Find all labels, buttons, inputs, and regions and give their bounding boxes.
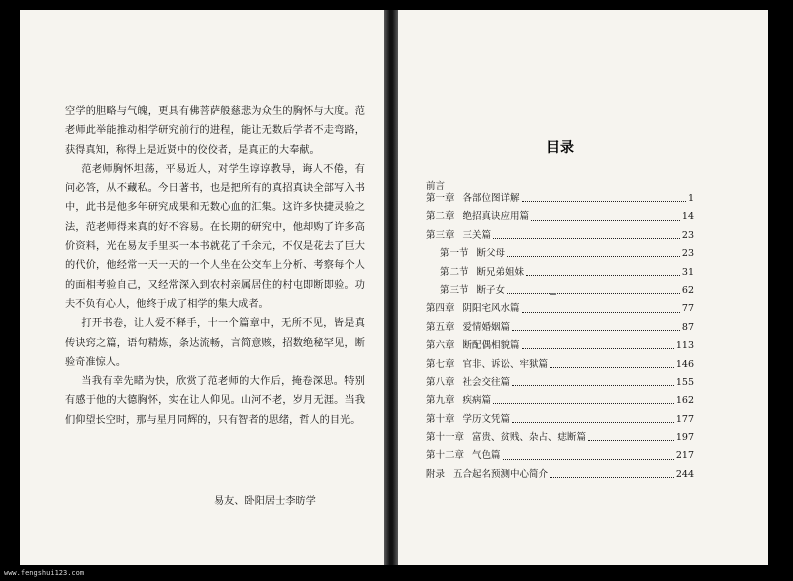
toc-entry[interactable]: [426, 227, 694, 245]
toc-entry-number: 第一节: [440, 248, 469, 260]
toc-entry-number: 第四章: [426, 303, 455, 315]
toc-entry-page: 244: [675, 468, 694, 480]
toc-leader-dots: [512, 329, 680, 331]
toc-entry-number: 第三节: [440, 284, 469, 296]
book-spine: [384, 10, 398, 565]
toc-entry-page: 87: [681, 321, 694, 333]
toc-entry-number: 第三章: [426, 229, 455, 241]
toc-entry-label: 爱情婚姻篇: [462, 321, 511, 333]
toc-entry-label: 各部位图详解: [462, 193, 520, 204]
toc-entry-page: 162: [675, 395, 694, 407]
toc-leader-dots: [512, 384, 674, 386]
toc-entry-label: 绝招真诀应用篇: [462, 211, 530, 223]
toc-entry-label: 五合起名预测中心简介: [453, 468, 549, 480]
toc-leader-dots: [550, 366, 674, 368]
right-page: [398, 10, 768, 565]
toc-entry-label: 断父母: [476, 248, 506, 260]
toc-leader-dots: [588, 439, 674, 441]
toc-entry-label: 断子女: [476, 284, 506, 296]
toc-entry-number: 第八章: [426, 376, 455, 388]
toc-leader-dots: [550, 476, 674, 478]
toc-leader-dots: [493, 402, 674, 404]
paragraph: 当我有幸先睹为快，欣赏了范老师的大作后，掩卷深思。特别有感于他的大德胸怀，实在让人仰见。山河不老，岁月无涯。当我们仰望长空时，那与星月同辉的，只有智者的思绪，哲人的目光。: [65, 376, 365, 426]
toc-entry-number: 第十章: [426, 413, 455, 425]
toc-entry-number: 第二节: [440, 266, 469, 278]
toc-entry-number: 第五章: [426, 321, 455, 333]
toc-entry-page: 31: [681, 266, 694, 278]
toc-entry-label: 疾病篇: [462, 395, 492, 407]
toc-leader-dots: [531, 219, 680, 221]
toc-entry[interactable]: [426, 300, 694, 318]
toc-entry-page: 1: [687, 193, 694, 204]
paragraph: 打开书卷，让人爱不释手，十一个篇章中，无所不见，皆是真传诀窍之篇，语句精炼，条达流畅，言简意赅，招数绝秘罕见，断验奇准惊人。: [65, 318, 365, 368]
toc-entry-label: 学历文凭篇: [462, 413, 511, 425]
toc-entry-page: 77: [681, 303, 694, 315]
source-watermark: www.fengshui123.com: [4, 569, 85, 577]
toc-entry-number: 第七章: [426, 358, 455, 370]
toc-leader-dots: [522, 200, 686, 202]
toc-entry[interactable]: [426, 466, 694, 484]
toc-entry-number: 第九章: [426, 395, 455, 407]
toc-entry[interactable]: [426, 429, 694, 447]
toc-entry[interactable]: [426, 264, 694, 282]
toc-entry-number: 第十一章: [426, 432, 465, 444]
toc-entry-label: 社会交往篇: [462, 376, 511, 388]
toc-leader-dots: [493, 237, 680, 239]
toc-entry[interactable]: [426, 190, 694, 208]
toc-entry-page: 23: [681, 229, 694, 241]
toc-entry-number: 附录: [426, 468, 446, 480]
toc-entry-label: 气色篇: [472, 450, 501, 462]
toc-entry[interactable]: [426, 392, 694, 410]
toc-entry[interactable]: [426, 374, 694, 392]
toc-entry-label: 官非、诉讼、牢狱篇: [462, 358, 549, 370]
toc-entry-number: 第一章: [426, 193, 455, 204]
toc-entry[interactable]: [426, 411, 694, 429]
toc-entry-page: 113: [675, 340, 694, 352]
toc-leader-dots: [507, 292, 680, 294]
toc-entry[interactable]: [426, 356, 694, 374]
toc-title: 目录: [546, 140, 574, 156]
toc-entry[interactable]: [426, 319, 694, 337]
toc-entry-page: 177: [675, 413, 694, 425]
toc-entry-page: 14: [681, 211, 694, 223]
toc-entry-page: 62: [681, 284, 694, 296]
toc-entry-label: 富贵、贫贱、杂占、痣断篇: [472, 432, 587, 444]
toc-leader-dots: [512, 421, 674, 423]
toc-entry-label: 断配偶相貌篇: [462, 340, 520, 352]
toc-entry-page: 155: [675, 376, 694, 388]
preface-text: [65, 102, 365, 430]
toc-entry[interactable]: [426, 337, 694, 355]
toc-entry-page: 217: [675, 450, 694, 462]
toc-entry-page: 146: [675, 358, 694, 370]
toc-entry-page: 23: [681, 248, 694, 260]
toc-entry[interactable]: [426, 282, 694, 300]
toc-entry-label: 阴阳宅风水篇: [462, 303, 520, 315]
toc-entry-label: 三关篇: [462, 229, 492, 241]
toc-leader-dots: [503, 458, 674, 460]
toc-list: [426, 190, 694, 484]
toc-leader-dots: [526, 274, 680, 276]
left-page: [20, 10, 384, 565]
paragraph: 范老师胸怀坦荡，平易近人，对学生谆谆教导，诲人不倦，有问必答，从不藏私。今日著书，也是把所有的真招真诀全部写入书中，此书是他多年研究成果和无数心血的汇集。这许多快捷灵验之法，范老师得来真的好不容易。在长期的研究中，他却购了许多高价资料，光在易友手里买一本书就花了千余元，不仅是花去了巨大的代价，他经常一天一天的一个人坐在公交车上分析、考察每个人的面相考验自己，又经常深入到农村亲属居住的村屯即断即验。功夫不负有心人，他终于成了相学的集大成者。: [65, 163, 365, 310]
toc-entry-number: 第十二章: [426, 450, 465, 462]
toc-entry[interactable]: [426, 447, 694, 465]
toc-entry-label: 断兄弟姐妹: [476, 266, 525, 278]
toc-leader-dots: [507, 255, 680, 257]
toc-entry-number: 第二章: [426, 211, 455, 223]
toc-entry-page: 197: [675, 432, 694, 444]
scan-artifact: [550, 293, 556, 295]
author-signature: 易友、卧阳居士李昉学: [214, 496, 316, 507]
toc-entry[interactable]: [426, 208, 694, 226]
toc-preface-link[interactable]: 前言: [426, 181, 446, 192]
toc-entry[interactable]: [426, 245, 694, 263]
paragraph: 空学的胆略与气魄，更具有佛菩萨般慈悲为众生的胸怀与大度。范老师此举能推动相学研究前行的进程，能让无数后学者不走弯路，获得真知，称得上是近贤中的佼佼者，是真正的大奉献。: [65, 106, 365, 156]
toc-leader-dots: [522, 311, 680, 313]
toc-leader-dots: [522, 347, 674, 349]
toc-entry-number: 第六章: [426, 340, 455, 352]
